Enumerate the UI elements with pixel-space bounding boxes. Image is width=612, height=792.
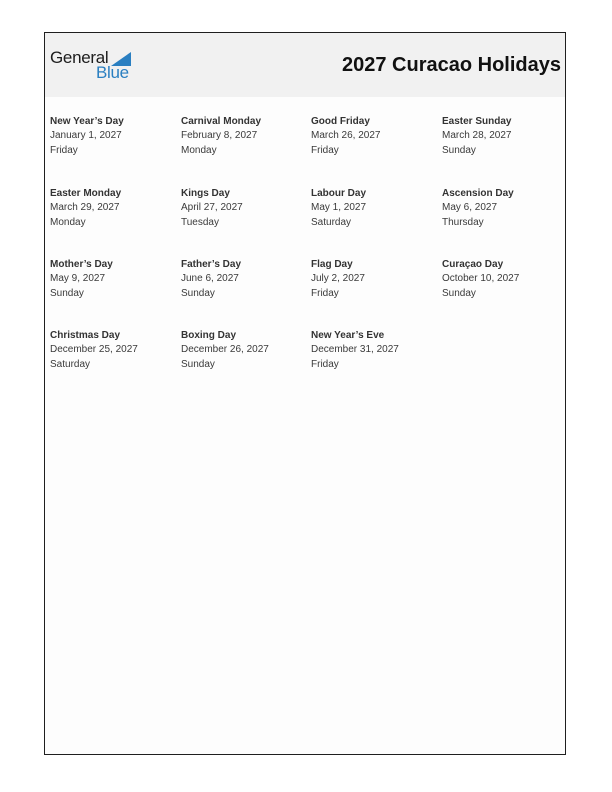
generalblue-logo[interactable]	[50, 48, 140, 82]
holiday-date: May 6, 2027	[442, 202, 498, 213]
holiday-weekday: Sunday	[442, 287, 476, 299]
holiday-name: Good Friday	[311, 116, 370, 127]
holiday-item	[181, 258, 309, 301]
holiday-item	[442, 115, 570, 158]
holiday-item	[181, 329, 309, 372]
holiday-weekday: Sunday	[442, 144, 476, 156]
holiday-weekday: Sunday	[181, 287, 215, 299]
holiday-name: Ascension Day	[442, 188, 514, 199]
holiday-item	[311, 115, 439, 158]
holiday-date: December 25, 2027	[50, 344, 138, 355]
header-band	[45, 33, 565, 97]
holiday-item	[50, 187, 178, 230]
holiday-name: Kings Day	[181, 188, 230, 199]
holiday-name: New Year’s Eve	[311, 330, 385, 341]
holiday-date: October 10, 2027	[442, 273, 520, 284]
holiday-item	[442, 258, 570, 301]
holiday-weekday: Sunday	[50, 287, 84, 299]
holiday-item	[50, 258, 178, 301]
holiday-date: February 8, 2027	[181, 130, 258, 141]
holiday-item	[50, 115, 178, 158]
holiday-weekday: Saturday	[50, 358, 91, 370]
logo-blue-text: Blue	[96, 63, 129, 82]
holiday-weekday: Monday	[50, 216, 86, 228]
holiday-name: Mother’s Day	[50, 259, 113, 270]
holiday-weekday: Tuesday	[181, 216, 219, 228]
holiday-date: December 26, 2027	[181, 344, 269, 355]
holiday-name: Flag Day	[311, 259, 353, 270]
holiday-date: July 2, 2027	[311, 273, 365, 284]
holiday-name: Easter Sunday	[442, 116, 512, 127]
holiday-date: May 9, 2027	[50, 273, 106, 284]
holiday-date: March 28, 2027	[442, 130, 512, 141]
holiday-item	[311, 258, 439, 301]
holiday-item	[50, 329, 178, 372]
holiday-weekday: Friday	[311, 358, 339, 370]
holiday-item	[181, 115, 309, 158]
holiday-weekday: Saturday	[311, 216, 352, 228]
holiday-date: March 26, 2027	[311, 130, 381, 141]
holiday-name: Curaçao Day	[442, 259, 504, 270]
page-title: 2027 Curacao Holidays	[342, 54, 561, 76]
holiday-item	[181, 187, 309, 230]
holiday-item	[311, 187, 439, 230]
logo-general-text: General	[50, 48, 109, 67]
holiday-date: April 27, 2027	[181, 202, 243, 213]
holiday-weekday: Friday	[311, 287, 339, 299]
holiday-name: Labour Day	[311, 188, 367, 199]
holiday-date: December 31, 2027	[311, 344, 399, 355]
holiday-weekday: Monday	[181, 144, 217, 156]
holiday-name: Easter Monday	[50, 188, 122, 199]
holiday-date: May 1, 2027	[311, 202, 367, 213]
holiday-weekday: Friday	[311, 144, 339, 156]
calendar-page	[44, 32, 566, 755]
holiday-date: January 1, 2027	[50, 130, 122, 141]
holiday-item	[442, 187, 570, 230]
holiday-name: Father’s Day	[181, 259, 242, 270]
holiday-weekday: Friday	[50, 144, 78, 156]
holiday-name: Carnival Monday	[181, 116, 262, 127]
holiday-date: March 29, 2027	[50, 202, 120, 213]
holiday-name: New Year’s Day	[50, 116, 124, 127]
holiday-date: June 6, 2027	[181, 273, 239, 284]
holiday-name: Christmas Day	[50, 330, 121, 341]
holiday-weekday: Sunday	[181, 358, 215, 370]
holiday-item	[311, 329, 439, 372]
holiday-weekday: Thursday	[442, 216, 484, 228]
holiday-name: Boxing Day	[181, 330, 237, 341]
